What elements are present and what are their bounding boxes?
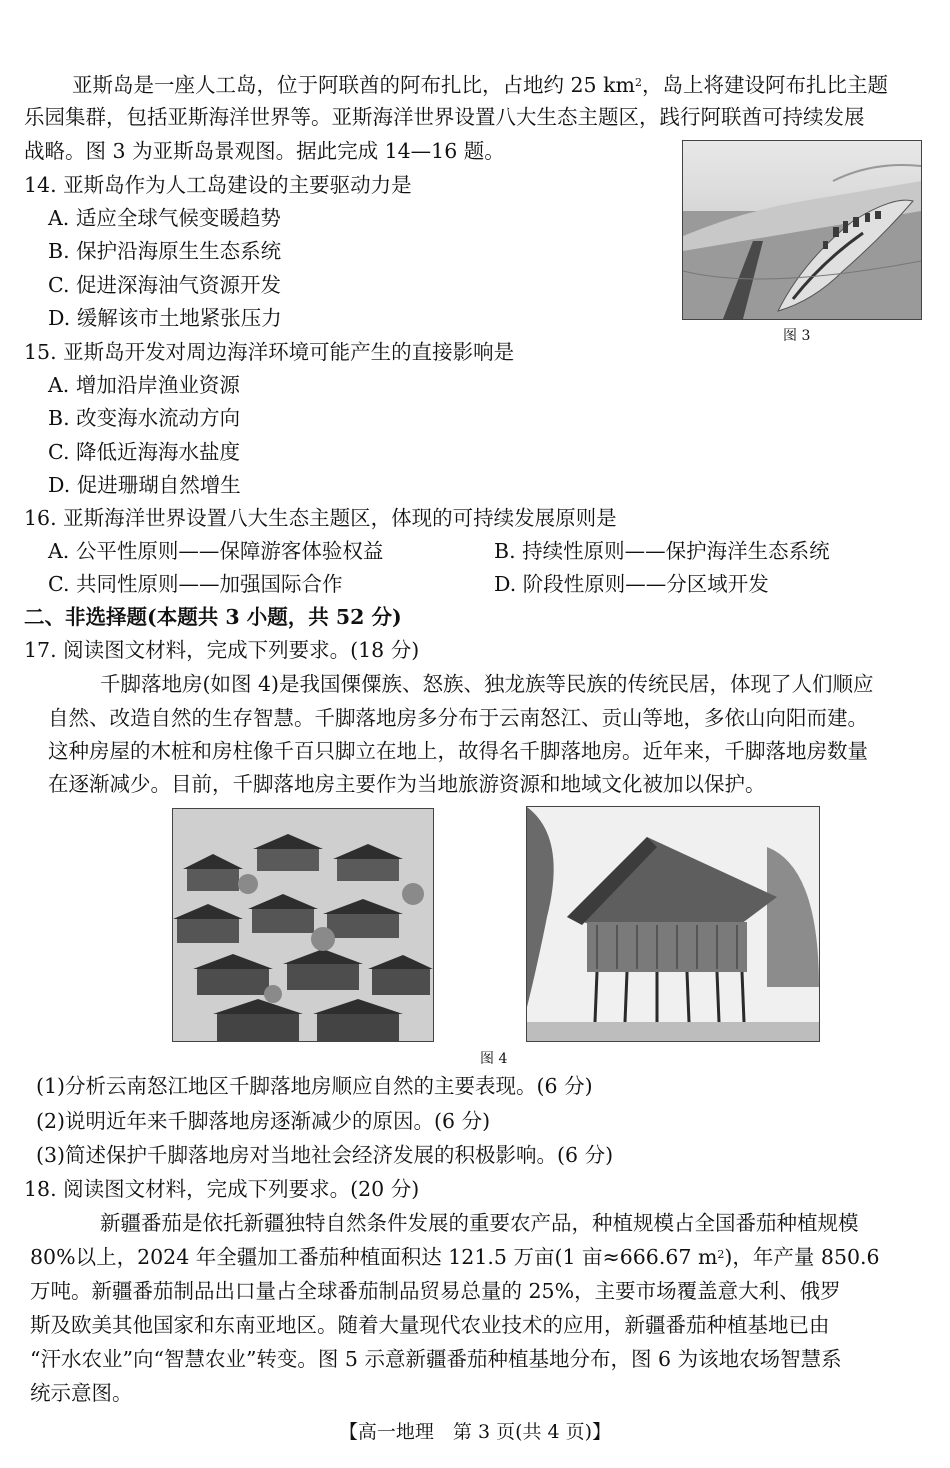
q17-paragraph-line-3: 这种房屋的木桩和房柱像千百只脚立在地上，故得名千脚落地房。近年来，千脚落地房数量 [48,739,868,763]
q16-option-d[interactable]: D. 阶段性原则——分区域开发 [494,572,769,596]
island-aerial-illustration [683,141,921,319]
q16-option-a[interactable]: A. 公平性原则——保障游客体验权益 [48,539,384,563]
figure-3-caption: 图 3 [783,328,811,344]
figure-4-stilt-house-photo [526,806,820,1042]
figure-4-caption: 图 4 [480,1051,508,1067]
q18-paragraph-line-2: 80%以上，2024 年全疆加工番茄种植面积达 121.5 万亩(1 亩≈666.67 $m^2$)，年产量 850.6 [30,1245,880,1269]
section-2-heading: 二、非选择题(本题共 3 小题，共 52 分) [24,605,402,629]
q15-option-a[interactable]: A. 增加沿岸渔业资源 [48,373,240,397]
q17-paragraph-line-1: 千脚落地房(如图 4)是我国傈僳族、怒族、独龙族等民族的传统民居，体现了人们顺应 [100,672,874,696]
q14-option-d[interactable]: D. 缓解该市土地紧张压力 [48,306,282,330]
q18-paragraph-line-4: 斯及欧美其他国家和东南亚地区。随着大量现代农业技术的应用，新疆番茄种植基地已由 [30,1313,830,1337]
q15-option-d[interactable]: D. 促进珊瑚自然增生 [48,473,241,497]
q14-option-b[interactable]: B. 保护沿海原生生态系统 [48,239,282,263]
q18-paragraph-line-6: 统示意图。 [30,1381,133,1405]
stilt-house-illustration [527,807,819,1041]
hillside-houses-illustration [173,809,433,1041]
q16-option-c[interactable]: C. 共同性原则——加强国际合作 [48,572,343,596]
q15-option-c[interactable]: C. 降低近海海水盐度 [48,440,240,464]
q17-sub-question-3: (3)简述保护千脚落地房对当地社会经济发展的积极影响。(6 分) [36,1143,614,1167]
figure-4-village-photo [172,808,434,1042]
q16-stem: 16. 亚斯海洋世界设置八大生态主题区，体现的可持续发展原则是 [24,506,617,530]
intro-line-3: 战略。图 3 为亚斯岛景观图。据此完成 14—16 题。 [24,139,505,163]
q17-paragraph-line-2: 自然、改造自然的生存智慧。千脚落地房多分布于云南怒江、贡山等地，多依山向阳而建。 [48,706,868,730]
q18-paragraph-line-5: “汗水农业”向“智慧农业”转变。图 5 示意新疆番茄种植基地分布，图 6 为该地农场智慧系 [30,1347,842,1371]
q17-sub-question-2: (2)说明近年来千脚落地房逐渐减少的原因。(6 分) [36,1109,491,1133]
q17-stem: 17. 阅读图文材料，完成下列要求。(18 分) [24,638,420,662]
q18-stem: 18. 阅读图文材料，完成下列要求。(20 分) [24,1177,420,1201]
q14-stem: 14. 亚斯岛作为人工岛建设的主要驱动力是 [24,173,412,197]
q16-option-b[interactable]: B. 持续性原则——保护海洋生态系统 [494,539,830,563]
q14-option-a[interactable]: A. 适应全球气候变暖趋势 [48,206,281,230]
q17-paragraph-line-4: 在逐渐减少。目前，千脚落地房主要作为当地旅游资源和地域文化被加以保护。 [48,772,766,796]
figure-3-island-photo [682,140,922,320]
q18-paragraph-line-1: 新疆番茄是依托新疆独特自然条件发展的重要农产品，种植规模占全国番茄种植规模 [100,1211,859,1235]
q18-paragraph-line-3: 万吨。新疆番茄制品出口量占全球番茄制品贸易总量的 25%，主要市场覆盖意大利、俄罗 [30,1279,841,1303]
intro-line-1: 亚斯岛是一座人工岛，位于阿联酋的阿布扎比，占地约 25 $km^2$，岛上将建设阿布扎比主题 [72,73,888,97]
page-footer: 【高一地理 第 3 页(共 4 页)】 [338,1421,612,1443]
q14-option-c[interactable]: C. 促进深海油气资源开发 [48,273,281,297]
intro-line-2: 乐园集群，包括亚斯海洋世界等。亚斯海洋世界设置八大生态主题区，践行阿联酋可持续发展 [24,105,865,129]
q15-stem: 15. 亚斯岛开发对周边海洋环境可能产生的直接影响是 [24,340,515,364]
q15-option-b[interactable]: B. 改变海水流动方向 [48,406,241,430]
q17-sub-question-1: (1)分析云南怒江地区千脚落地房顺应自然的主要表现。(6 分) [36,1074,593,1098]
